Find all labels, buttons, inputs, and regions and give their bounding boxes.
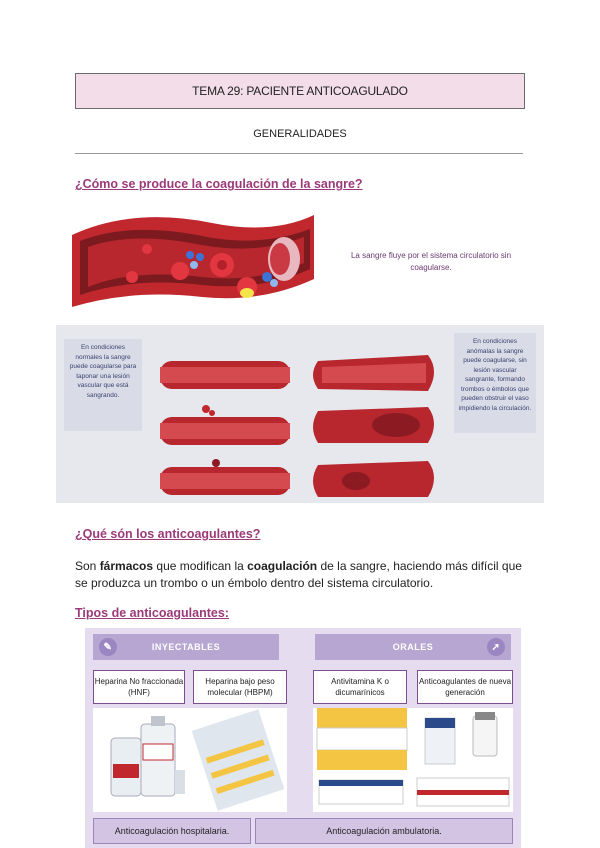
hbpm-box: Heparina bajo peso molecular (HBPM) [193, 670, 287, 704]
section-title: GENERALIDADES [253, 128, 347, 140]
ambulatory-anticoagulation-box: Anticoagulación ambulatoria. [255, 818, 513, 844]
vessel-caption: La sangre fluye por el sistema circulatorio sin coagularse. [350, 251, 512, 272]
hospital-anticoagulation-box: Anticoagulación hospitalaria. [93, 818, 251, 844]
hnf-box: Heparina No fraccionada (HNF) [93, 670, 185, 704]
injectables-header: ✎ INYECTABLES [93, 634, 279, 660]
abnormal-vessel-middle [313, 407, 434, 443]
bold-farmacos: fármacos [99, 559, 154, 573]
coagulation-panel [56, 325, 544, 503]
antivit-k-box: Antivitamina K o dicumarínicos [313, 670, 407, 704]
bold-coagulacion: coagulación [247, 559, 318, 573]
anticoagulant-definition: Son fármacos que modifican la coagulación de la sangre, haciendo más difícil que se produzca un trombo o un émbolo dentro del sistema circulatorio. [75, 559, 522, 590]
title-box [75, 73, 525, 109]
oral-products-image [313, 708, 513, 812]
heading-anticoagulants: ¿Qué són los anticoagulantes? [75, 527, 261, 541]
normal-vessel-top [160, 361, 290, 389]
normal-vessel-middle [160, 405, 290, 445]
injectable-products-image [93, 708, 287, 812]
normal-conditions-note: En condiciones normales la sangre puede coagularse para taponar una lesión vascular que está sangrando. [64, 339, 142, 431]
heading-types: Tipos de anticoagulantes: [75, 606, 229, 620]
abnormal-vessel-bottom [313, 461, 434, 497]
blood-vessel-image [72, 207, 314, 313]
normal-vessel-bottom [160, 459, 290, 495]
pill-icon: ➚ [487, 638, 505, 656]
pen-icon: ✎ [99, 638, 117, 656]
types-diagram [85, 628, 521, 848]
abnormal-vessel-top [313, 355, 434, 391]
page-title: TEMA 29: PACIENTE ANTICOAGULADO [192, 84, 408, 98]
heading-coagulation: ¿Cómo se produce la coagulación de la sangre? [75, 177, 363, 191]
new-generation-box: Anticoagulantes de nueva generación [417, 670, 513, 704]
divider [75, 153, 523, 154]
abnormal-conditions-note: En condiciones anómalas la sangre puede coagularse, sin lesión vascular sangrante, formando trombos o émbolos que pueden obstruir el vaso impidiendo la circulación. [454, 333, 536, 433]
orales-header: ORALES ➚ [315, 634, 511, 660]
